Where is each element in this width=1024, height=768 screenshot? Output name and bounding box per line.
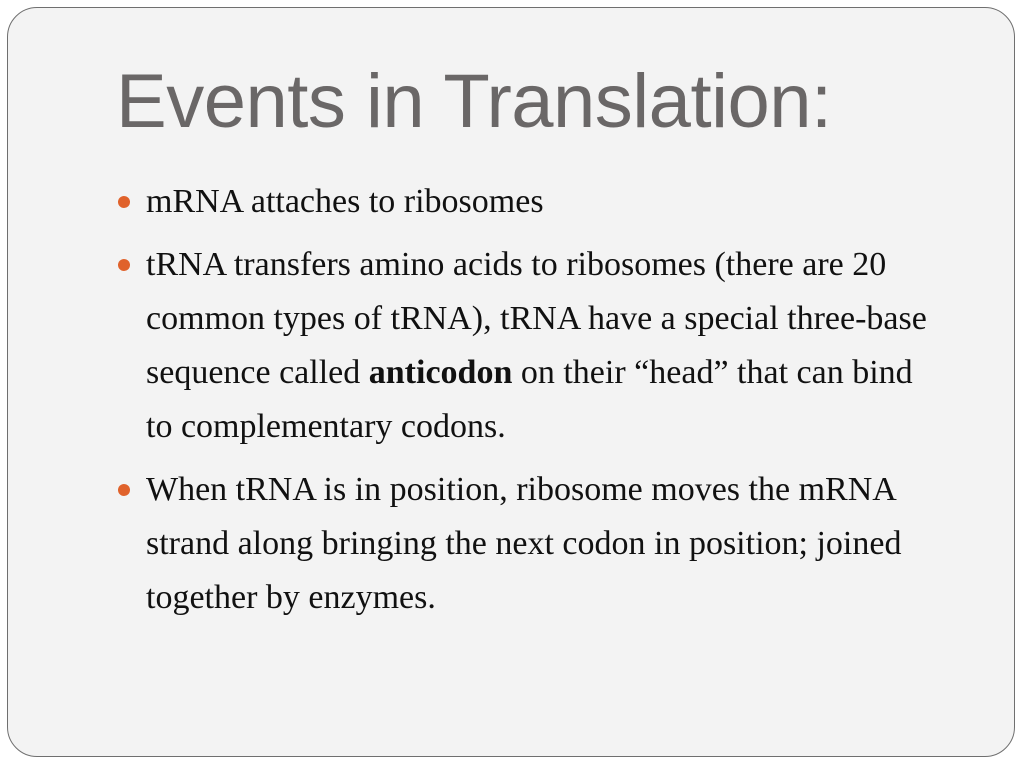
bullet-list (118, 175, 930, 634)
slide (7, 7, 1015, 757)
bullet-item (118, 175, 930, 229)
bullet-dot-icon (118, 196, 130, 208)
slide-title: Events in Translation: (116, 59, 832, 144)
bullet-text-after: on their “head” that can bind to complementary codons. (146, 354, 913, 445)
bullet-item (118, 463, 930, 625)
bullet-dot-icon (118, 259, 130, 271)
bullet-dot-icon (118, 484, 130, 496)
bullet-text: mRNA attaches to ribosomes (146, 183, 544, 220)
bullet-text: When tRNA is in position, ribosome moves the mRNA strand along bringing the next codon in position; joined together by enzymes. (146, 471, 902, 616)
anticodon-emphasis: anticodon (368, 354, 513, 391)
bullet-text-before: tRNA transfers amino acids to ribosomes (there are 20 common types of tRNA), tRNA have a special three-base sequence called (146, 246, 927, 391)
bullet-item (118, 238, 930, 454)
